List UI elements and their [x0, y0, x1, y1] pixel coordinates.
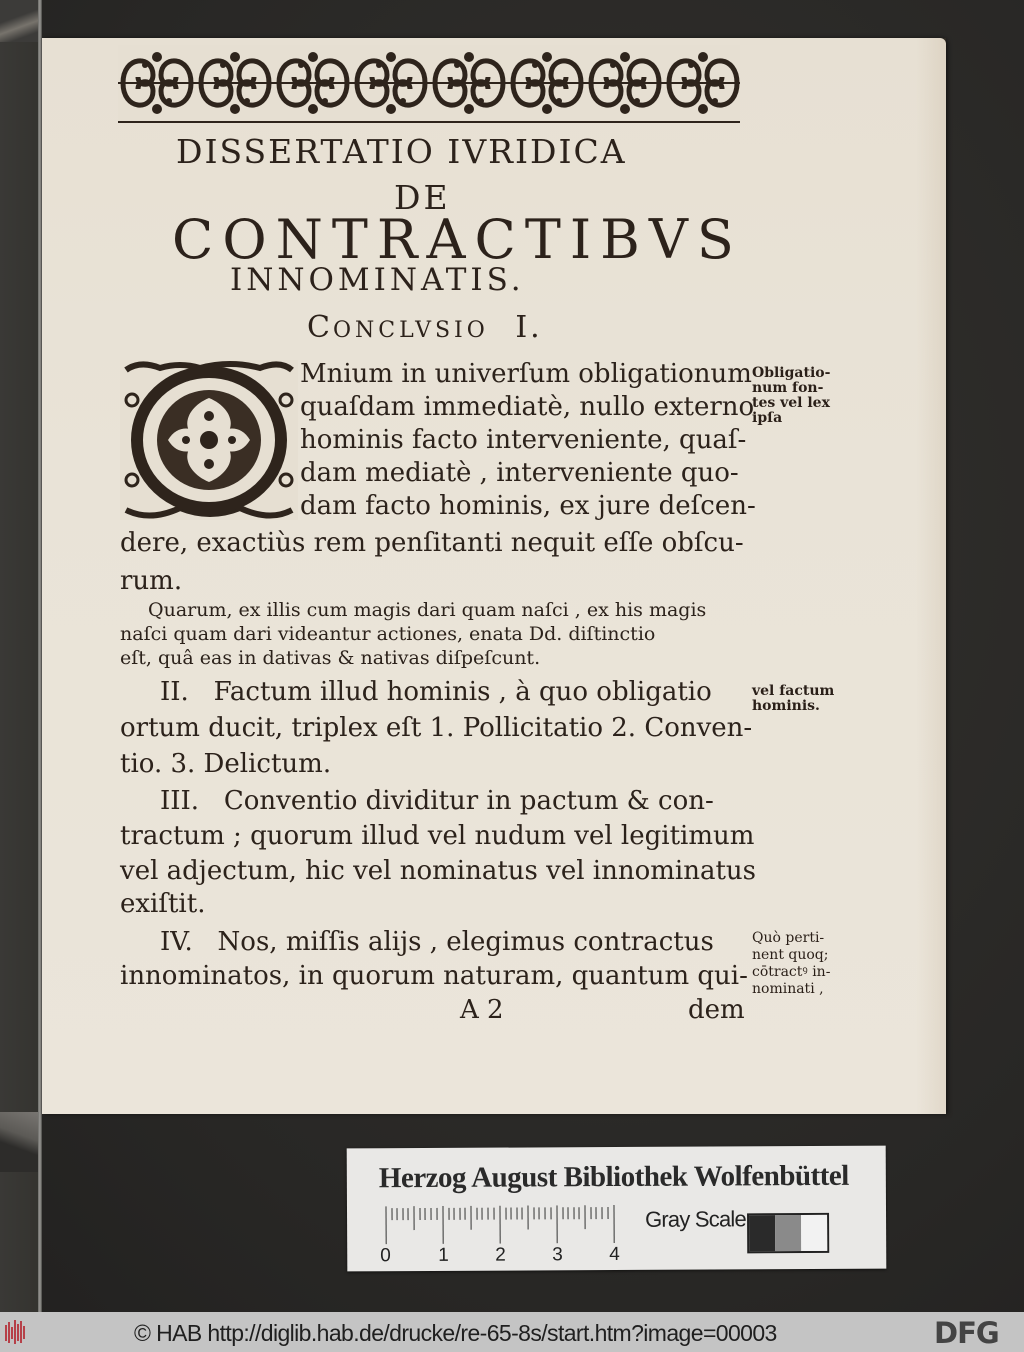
paragraph-4-line: exiſtit.: [120, 889, 206, 919]
conclusio-capital: C: [307, 310, 333, 345]
paragraph-3-line: II. Factum illud hominis , à quo obligatio: [160, 677, 712, 707]
conclusio-number: I.: [515, 310, 543, 345]
marginal-note-line: tes vel lex: [752, 395, 830, 411]
marginal-note-1: [752, 366, 830, 426]
marginal-note-line: Obligatio-: [752, 365, 831, 381]
swatch-dark: [749, 1215, 775, 1251]
marginal-note-line: nent quoq;: [752, 947, 829, 963]
paragraph-1-line: quaſdam immediatè, nullo externo: [300, 392, 755, 422]
paragraph-3-line: tio. 3. Delictum.: [120, 749, 332, 779]
grayscale-swatches: [747, 1213, 829, 1253]
library-name: Herzog August Bibliothek Wolfenbüttel: [378, 1159, 849, 1195]
section-heading-conclusio: [307, 310, 543, 345]
swatch-light: [801, 1215, 827, 1251]
signature-mark: A 2: [460, 995, 504, 1025]
ruler-icon: [385, 1205, 615, 1244]
marginal-note-line: cōtractꝰ in-: [752, 964, 831, 980]
glass-reflection-bottom: [0, 1112, 42, 1172]
ruler-label: 4: [609, 1243, 620, 1266]
paragraph-4-line: tractum ; quorum illud vel nudum vel legitimum: [120, 821, 755, 851]
footer-bar: [0, 1312, 1024, 1352]
ruler-label: 1: [438, 1244, 449, 1266]
title-innominatis: INNOMINATIS.: [230, 262, 525, 298]
catchword: dem: [688, 995, 745, 1025]
glass-reflection-top: [0, 0, 42, 42]
paragraph-1-line: dere, exactiùs rem penſitanti nequit eſſe obſcu-: [120, 528, 744, 558]
paragraph-3-line: ortum ducit, triplex eſt 1. Pollicitatio 2. Conven-: [120, 713, 753, 743]
title-dissertatio: DISSERTATIO IVRIDICA: [176, 132, 627, 171]
swatch-mid: [775, 1215, 801, 1251]
paragraph-5-line: innominatos, in quorum naturam, quantum qui-: [120, 961, 748, 991]
paragraph-2-line: eſt, quâ eas in dativas & nativas diſpeſcunt.: [120, 647, 541, 669]
ruler-label: 0: [380, 1245, 391, 1267]
paragraph-1-line: Mnium in univerſum obligationum: [300, 359, 752, 389]
marginal-note-line: vel factum: [752, 683, 835, 699]
marginal-note-2: [752, 684, 834, 714]
marginal-note-3: [752, 930, 830, 998]
title-de: DE: [394, 178, 451, 217]
hab-logo-icon[interactable]: [5, 1319, 25, 1345]
headpiece-ornament: [118, 45, 740, 123]
marginal-note-line: hominis.: [752, 698, 820, 714]
paragraph-1-line: dam facto hominis, ex jure deſcen-: [300, 491, 756, 521]
conclusio-smallcaps: ONCLVSIO: [332, 318, 489, 343]
decorated-initial-o-icon: [120, 360, 298, 520]
paragraph-4-line: III. Conventio dividitur in pactum & con-: [160, 786, 714, 816]
ornament-pattern-icon: [118, 45, 740, 121]
marginal-note-line: Quò perti-: [752, 930, 825, 946]
paragraph-2-line: naſci quam dari videantur actiones, enata Dd. diſtinctio: [120, 623, 656, 645]
dfg-logo[interactable]: DFG: [934, 1316, 999, 1350]
ruler-label: 2: [495, 1244, 506, 1266]
paragraph-2-line: Quarum, ex illis cum magis dari quam naſci , ex his magis: [148, 599, 707, 621]
marginal-note-line: ipſa: [752, 410, 783, 426]
scale-card: [347, 1146, 887, 1272]
marginal-note-line: nominati ,: [752, 981, 824, 997]
marginal-note-line: num fon-: [752, 380, 824, 396]
ruler-label: 3: [552, 1244, 563, 1266]
paragraph-1-line: dam mediatè , interveniente quo-: [300, 458, 739, 488]
title-contractibus: CONTRACTIBVS: [172, 208, 743, 271]
paragraph-5-line: IV. Nos, miſſis alijs , elegimus contractus: [160, 927, 714, 957]
paragraph-1-line: rum.: [120, 566, 183, 596]
paragraph-1-line: hominis facto interveniente, quaſ-: [300, 425, 747, 455]
paragraph-4-line: vel adjectum, hic vel nominatus vel innominatus: [120, 856, 757, 886]
grayscale-label: Gray Scale: [644, 1206, 746, 1232]
copyright-link[interactable]: © HAB http://diglib.hab.de/drucke/re-65-8s/start.htm?image=00003: [134, 1320, 777, 1346]
